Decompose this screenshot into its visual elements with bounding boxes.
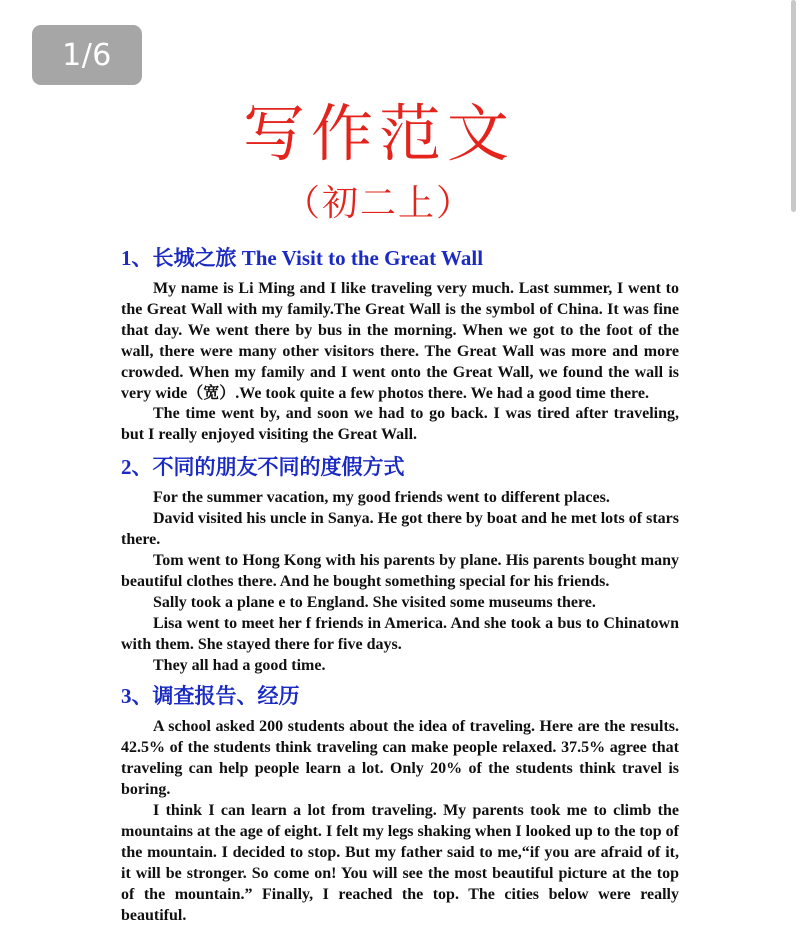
paragraph: Tom went to Hong Kong with his parents by plane. His parents bought many beautiful clothes there. And he bought something special for his friends.: [121, 551, 679, 590]
section-heading-1: 1、长城之旅 The Visit to the Great Wall: [121, 246, 484, 270]
document-body: [121, 241, 679, 926]
paragraph: For the summer vacation, my good friends went to different places.: [153, 489, 610, 507]
paragraph: My name is Li Ming and I like traveling very much. Last summer, I went to the Great Wall with my family.The Great Wall is the symbol of China. It was fine that day. We went there by bus in the morning. When we got to the foot of the wall, there were many other visitors there. The Great Wall was more and more crowded. When my family and I went onto the Great Wall, we found the wall is very wide（宽）.We took quite a few photos there. We had a good time there.: [121, 280, 679, 402]
paragraph: Lisa went to meet her f friends in America. And she took a bus to Chinatown with them. She stayed there for five days.: [121, 614, 679, 653]
page-indicator: 1/6: [32, 25, 142, 85]
section-heading-2: 2、不同的朋友不同的度假方式: [121, 455, 405, 480]
document-subtitle: （初二上）: [283, 183, 474, 224]
document-title: 写作范文: [242, 97, 515, 170]
paragraph: David visited his uncle in Sanya. He got there by boat and he met lots of stars there.: [121, 510, 679, 549]
paragraph: They all had a good time.: [153, 656, 326, 674]
paragraph: The time went by, and soon we had to go back. I was tired after traveling, but I really enjoyed visiting the Great Wall.: [121, 405, 679, 444]
paragraph: I think I can learn a lot from traveling. My parents took me to climb the mountains at the age of eight. I felt my legs shaking when I looked up to the top of the mountain. I decided to stop. But my father said to me,“if you are afraid of it, it will be stronger. So come on! You will see the most beautiful picture at the top of the mountain.” Finally, I reached the top. The cities below were really beautiful.: [121, 802, 679, 924]
section-heading-3: 3、调查报告、经历: [121, 684, 300, 709]
paragraph: A school asked 200 students about the idea of traveling. Here are the results. 42.5% of the students think traveling can make people relaxed. 37.5% agree that traveling can help people learn a lot. Only 20% of the students think travel is boring.: [121, 718, 679, 799]
paragraph: Sally took a plane e to England. She visited some museums there.: [153, 593, 596, 611]
vertical-scrollbar[interactable]: [791, 0, 796, 212]
